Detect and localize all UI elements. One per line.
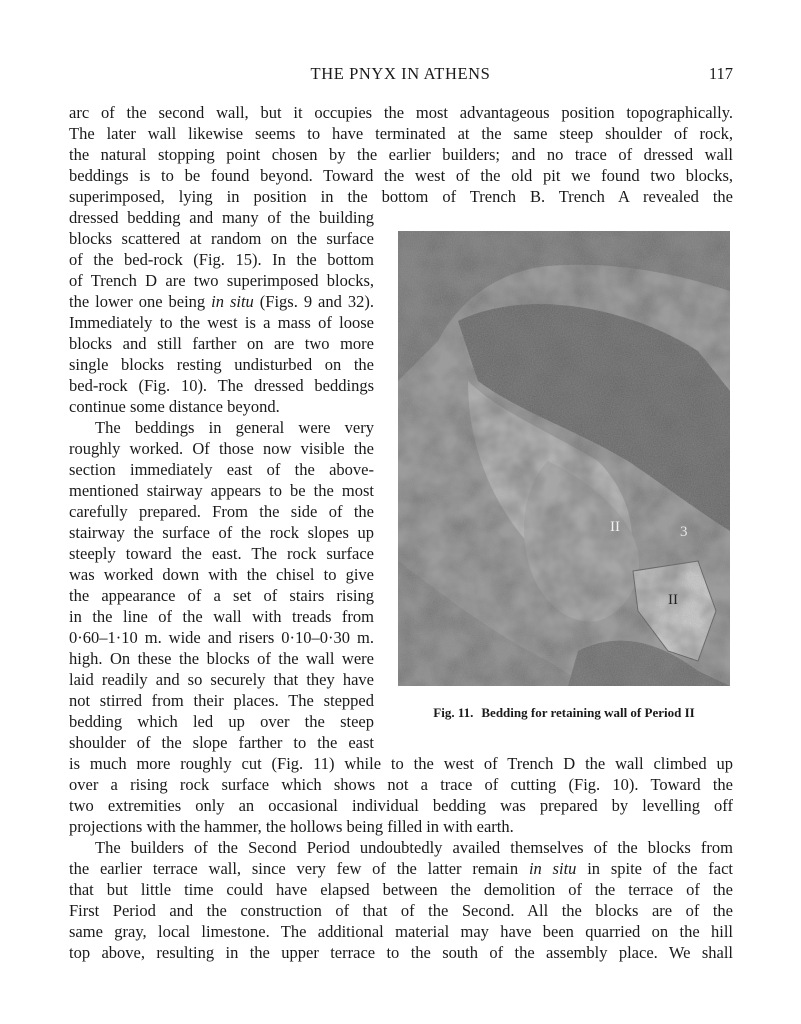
body-line: superimposed, lying in position in the bottom of Trench B. Trench A revealed the (69, 187, 733, 206)
italic-phrase: in situ (528, 859, 577, 878)
body-line: Immediately to the west is a mass of loose (69, 313, 374, 332)
body-line: arc of the second wall, but it occupies the most advantageous position topographically. (69, 103, 733, 122)
body-line: bed-rock (Fig. 10). The dressed beddings (69, 376, 374, 395)
figure-caption-text: Bedding for retaining wall of Period II (481, 705, 695, 720)
body-line: steeply toward the east. The rock surface (69, 544, 374, 563)
body-line: the appearance of a set of stairs rising (69, 586, 374, 605)
body-line: blocks scattered at random on the surface (69, 229, 374, 248)
body-line: in the line of the wall with treads from (69, 607, 374, 626)
photo-mark: II (610, 519, 620, 535)
body-line: was worked down with the chisel to give (69, 565, 374, 584)
body-line: the earlier terrace wall, since very few of the latter remain in situ in spite of the fact (69, 859, 733, 878)
body-line: of the bed-rock (Fig. 15). In the bottom (69, 250, 374, 269)
body-line: dressed bedding and many of the building (69, 208, 374, 227)
photo-mark: II (668, 592, 678, 608)
body-line: top above, resulting in the upper terrace to the south of the assembly place. We shall (69, 943, 733, 962)
photo-mark: 3 (680, 524, 688, 540)
body-line: roughly worked. Of those now visible the (69, 439, 374, 458)
body-line: beddings is to be found beyond. Toward the west of the old pit we found two blocks, (69, 166, 733, 185)
body-line: high. On these the blocks of the wall were (69, 649, 374, 668)
body-line: not stirred from their places. The stepped (69, 691, 374, 710)
body-line: section immediately east of the above- (69, 460, 374, 479)
body-line: mentioned stairway appears to be the most (69, 481, 374, 500)
figure-label: Fig. 11. (433, 705, 474, 720)
body-line: two extremities only an occasional individual bedding was prepared by levelling off (69, 796, 733, 815)
body-line: projections with the hammer, the hollows being filled in with earth. (69, 817, 514, 836)
body-line: blocks and still farther on are two more (69, 334, 374, 353)
body-line: First Period and the construction of that of the Second. All the blocks are of the (69, 901, 733, 920)
body-line: of Trench D are two superimposed blocks, (69, 271, 374, 290)
figure-photograph (398, 231, 730, 686)
body-line: carefully prepared. From the side of the (69, 502, 374, 521)
figure-caption (398, 705, 730, 721)
body-line: single blocks resting undisturbed on the (69, 355, 374, 374)
body-line: continue some distance beyond. (69, 397, 280, 416)
body-line: same gray, local limestone. The additional material may have been quarried on the hill (69, 922, 733, 941)
body-line: The builders of the Second Period undoubtedly availed themselves of the blocks from (95, 838, 733, 857)
body-line: The beddings in general were very (95, 418, 374, 437)
running-header-title: THE PNYX IN ATHENS (310, 64, 491, 83)
body-line: is much more roughly cut (Fig. 11) while to the west of Trench D the wall climbed up (69, 754, 733, 773)
body-line: bedding which led up over the steep (69, 712, 374, 731)
body-line: the natural stopping point chosen by the earlier builders; and no trace of dressed wall (69, 145, 733, 164)
body-line: stairway the surface of the rock slopes up (69, 523, 374, 542)
body-line: that but little time could have elapsed between the demolition of the terrace of the (69, 880, 733, 899)
italic-phrase: in situ (211, 292, 254, 311)
body-line: the lower one being in situ (Figs. 9 and 32). (69, 292, 374, 311)
body-line: The later wall likewise seems to have terminated at the same steep shoulder of rock, (69, 124, 733, 143)
body-line: over a rising rock surface which shows not a trace of cutting (Fig. 10). Toward the (69, 775, 733, 794)
page-number: 117 (708, 64, 733, 83)
body-line: shoulder of the slope farther to the east (69, 733, 374, 752)
body-line: 0·60–1·10 m. wide and risers 0·10–0·30 m. (69, 628, 374, 647)
body-line: laid readily and so securely that they have (69, 670, 374, 689)
